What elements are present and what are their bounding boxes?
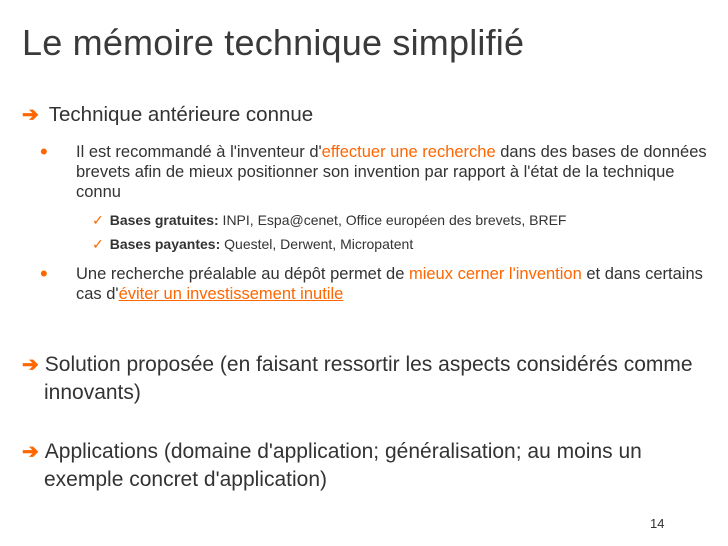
arrow-right-icon: ➔ [22, 104, 39, 126]
slide-title: Le mémoire technique simplifié [22, 22, 525, 63]
highlight-effectuer-recherche: effectuer une recherche [321, 143, 496, 161]
section-text: Solution proposée (en faisant ressortir les aspects considérés comme innovants) [44, 353, 693, 404]
checkmark-icon: ✓ [92, 236, 104, 252]
text-fragment: dans des bases de données brevets afin de mieux positionner son invention par rapport à l'état de la technique connu [76, 143, 707, 201]
bullet-icon: • [40, 139, 48, 164]
text-fragment: Il est recommandé à l'inventeur d' [76, 143, 322, 161]
sub-item-label: Bases payantes: [109, 236, 221, 252]
highlight-mieux-cerner: mieux cerner l'invention [408, 265, 582, 283]
page-number: 14 [650, 516, 665, 531]
bullet-text [76, 142, 710, 202]
text-fragment: et dans certains cas d' [76, 265, 703, 303]
sub-item-bases-gratuites [92, 211, 566, 229]
sub-item-bases-payantes [92, 235, 413, 253]
section-heading: Technique antérieure connue [48, 103, 314, 126]
sub-item-label: Bases gratuites: [109, 212, 219, 228]
section-text: Applications (domaine d'application; généralisation; au moins un exemple concret d'application) [44, 440, 642, 491]
checkmark-icon: ✓ [92, 212, 104, 228]
section-applications [22, 438, 724, 494]
bullet-icon: • [40, 261, 48, 286]
list-item [38, 139, 710, 202]
section-technique-anterieure [22, 102, 313, 128]
highlight-eviter-investissement: éviter un investissement inutile [118, 285, 344, 303]
arrow-right-icon: ➔ [22, 441, 39, 463]
text-fragment: Une recherche préalable au dépôt permet de [76, 265, 409, 283]
section-solution-proposee [22, 351, 724, 407]
sub-item-text: INPI, Espa@cenet, Office européen des brevets, BREF [218, 212, 567, 228]
list-item [38, 261, 710, 304]
bullet-text [76, 264, 710, 304]
sub-item-text: Questel, Derwent, Micropatent [220, 236, 414, 252]
arrow-right-icon: ➔ [22, 354, 39, 376]
